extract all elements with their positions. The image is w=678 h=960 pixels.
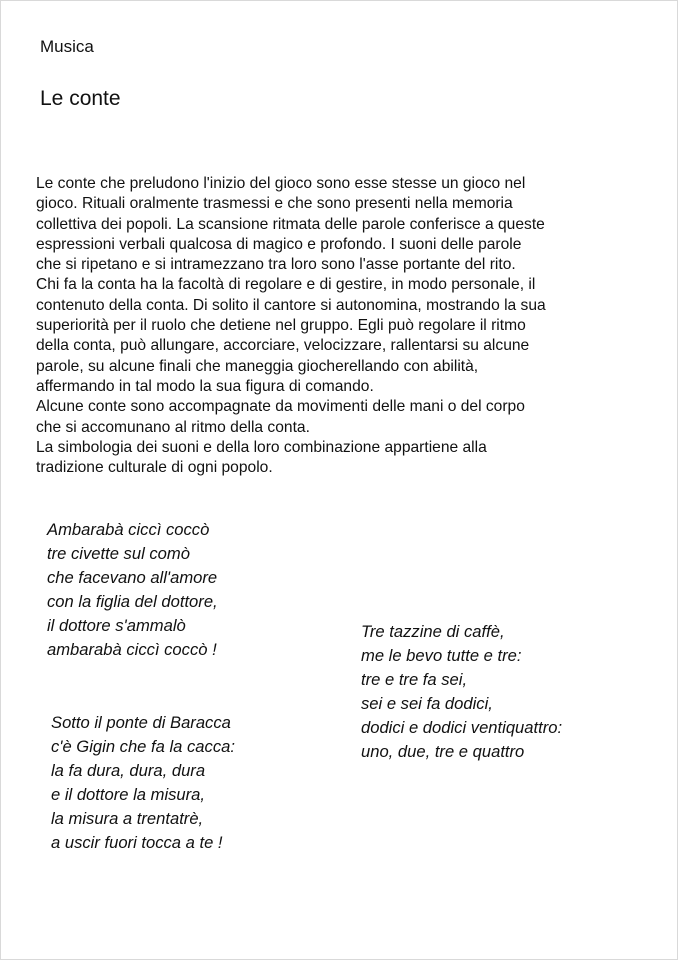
paragraph-line: La simbologia dei suoni e della loro combinazione appartiene alla (36, 438, 487, 456)
poem-line: con la figlia del dottore, (47, 592, 218, 611)
paragraph-line: Le conte che preludono l'inizio del gioco sono esse stesse un gioco nel (36, 175, 526, 192)
poem-line: tre e tre fa sei, (361, 670, 468, 689)
subject-label: Musica (40, 37, 94, 56)
paragraph-line: della conta, può allungare, accorciare, velocizzare, rallentarsi su alcune (36, 337, 530, 355)
poem-line: la fa dura, dura, dura (51, 761, 206, 780)
poem-line: uno, due, tre e quattro (361, 742, 525, 761)
poem-line: che facevano all'amore (47, 568, 218, 587)
poem-line: il dottore s'ammalò (47, 616, 186, 635)
poem-sotto-il-ponte (51, 711, 235, 855)
paragraph-line: Chi fa la conta ha la facoltà di regolare e di gestire, in modo personale, il (36, 276, 536, 294)
paragraph-line: contenuto della conta. Di solito il cantore si autonomina, mostrando la sua (36, 296, 546, 314)
paragraph-line: che si ripetano e si intramezzano tra loro sono l'asse portante del rito. (36, 256, 516, 274)
poem-line: Tre tazzine di caffè, (361, 622, 505, 641)
paragraph-line: espressioni verbali qualcosa di magico e profondo. I suoni delle parole (36, 235, 522, 253)
poem-ambaraba (47, 518, 218, 662)
poem-line: tre civette sul comò (47, 544, 190, 563)
poem-line: la misura a trentatrè, (51, 809, 204, 828)
poem-line: e il dottore la misura, (51, 785, 206, 804)
intro-paragraph (36, 174, 646, 478)
paragraph-line: collettiva dei popoli. La scansione ritmata delle parole conferisce a queste (36, 215, 545, 233)
page-title: Le conte (40, 87, 121, 110)
paragraph-line: tradizione culturale di ogni popolo. (36, 459, 273, 477)
poem-line: Sotto il ponte di Baracca (51, 713, 231, 732)
poem-line: Ambarabà ciccì coccò (47, 520, 210, 539)
poem-line: me le bevo tutte e tre: (361, 646, 522, 665)
poem-line: sei e sei fa dodici, (361, 694, 493, 713)
paragraph-line: che si accomunano al ritmo della conta. (36, 418, 310, 436)
paragraph-line: Alcune conte sono accompagnate da movimenti delle mani o del corpo (36, 398, 525, 416)
paragraph-line: gioco. Rituali oralmente trasmessi e che sono presenti nella memoria (36, 195, 513, 213)
paragraph-line: parole, su alcune finali che maneggia giocherellando con abilità, (36, 357, 479, 375)
paragraph-line: superiorità per il ruolo che detiene nel gruppo. Egli può regolare il ritmo (36, 317, 526, 335)
poem-tre-tazzine (361, 620, 562, 764)
poem-line: a uscir fuori tocca a te ! (51, 833, 223, 852)
paragraph-line: affermando in tal modo la sua figura di comando. (36, 377, 374, 395)
poem-line: dodici e dodici ventiquattro: (361, 718, 563, 737)
poem-line: ambarabà ciccì coccò ! (47, 640, 217, 659)
poem-line: c'è Gigin che fa la cacca: (51, 737, 235, 756)
